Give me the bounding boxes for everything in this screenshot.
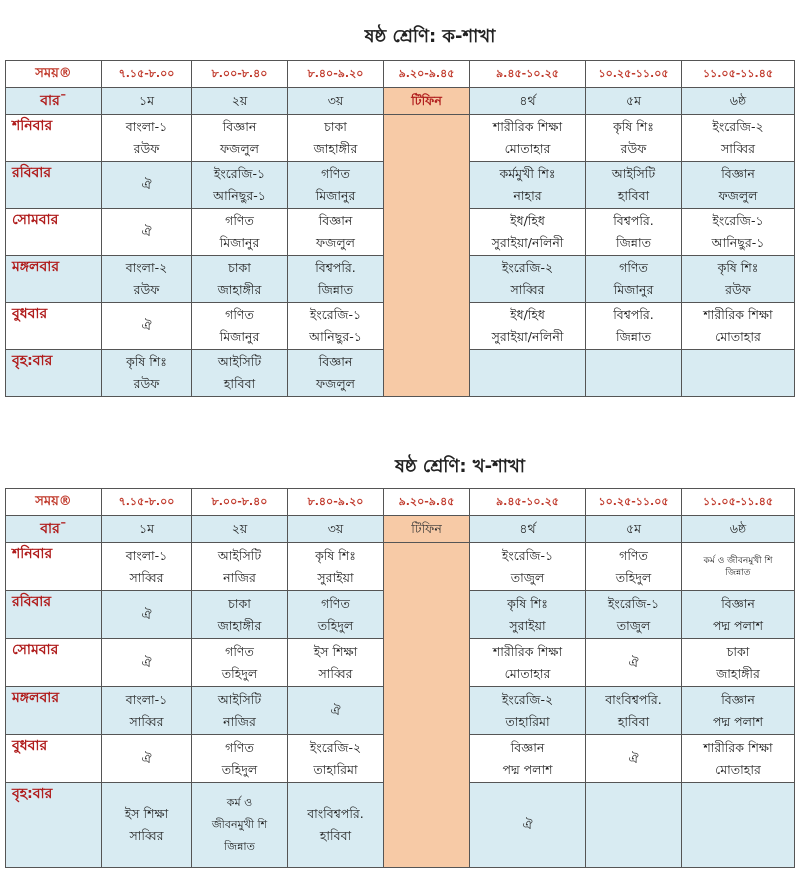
day-name: সোমবার — [6, 209, 102, 256]
class-cell — [682, 209, 795, 256]
time-slot: ৯.৪৫-১০.২৫ — [470, 489, 586, 516]
subject-text: শারীরিক শিক্ষা — [492, 643, 563, 659]
class-cell — [682, 162, 795, 209]
class-cell — [470, 209, 586, 256]
teacher-text: ফজলুল — [220, 141, 259, 156]
class-cell — [682, 543, 795, 591]
teacher-text: মোতাহার — [504, 665, 551, 681]
subject-text: চাকা — [228, 595, 251, 611]
teacher-text: রউফ — [620, 141, 647, 156]
teacher-text: তহিদুল — [221, 761, 258, 777]
teacher-text: মিজানুর — [613, 282, 654, 297]
day-name: সোমবার — [6, 639, 102, 687]
teacher-text: সাব্বির — [510, 282, 545, 297]
class-cell — [192, 639, 288, 687]
subject-text: কর্ম ও — [226, 796, 253, 809]
subject-text: কর্মমুখী শিঃ — [499, 166, 556, 181]
subject-text: ইধ/হিধ — [510, 307, 545, 322]
teacher-text: সুরাইয়া — [509, 617, 546, 633]
class-cell — [586, 687, 682, 735]
class-cell — [192, 256, 288, 303]
day-name: বৃহ:বার — [6, 783, 102, 868]
subject-text: বাংলা-১ — [125, 547, 168, 563]
class-cell — [288, 162, 384, 209]
class-cell — [288, 591, 384, 639]
time-slot: ১১.০৫-১১.৪৫ — [682, 489, 795, 516]
teacher-text: রউফ — [133, 282, 160, 297]
class-cell — [682, 591, 795, 639]
subject-text: ইংরেজি-২ — [501, 260, 554, 275]
teacher-text: আনিছুর-১ — [213, 188, 266, 203]
subject-text: ইংরেজি-১ — [213, 166, 266, 181]
time-slot: ৭.১৫-৮.০০ — [102, 489, 192, 516]
teacher-text: মিজানুর — [315, 188, 356, 203]
subject-text: ইংরেজি-১ — [712, 213, 764, 228]
routine-table-section-ka — [5, 60, 795, 397]
class-cell — [102, 735, 192, 783]
subject-text: বাংবিশ্বপরি. — [307, 806, 364, 821]
subject-text: কৃষি শিঃ — [507, 595, 548, 611]
subject-text: কৃষি শিঃ — [613, 119, 654, 134]
teacher-text: সাব্বির — [129, 828, 164, 843]
subject-text: বিশ্বপরি. — [613, 307, 654, 322]
subject-text: বিজ্ঞান — [721, 595, 755, 611]
class-cell — [192, 783, 288, 868]
class-cell — [102, 350, 192, 397]
time-corner-label: সময়® — [6, 489, 102, 516]
subject-text: গণিত — [225, 739, 254, 755]
subject-text: আইসিটি — [217, 354, 262, 369]
class-cell — [102, 115, 192, 162]
day-name: বুধবার — [6, 735, 102, 783]
class-cell — [682, 256, 795, 303]
time-slot: ১০.২৫-১১.০৫ — [586, 489, 682, 516]
period-label: ৪র্থ — [470, 88, 586, 115]
subject-text: শারীরিক শিক্ষা — [703, 307, 773, 322]
class-cell — [470, 735, 586, 783]
period-label: ৪র্থ — [470, 516, 586, 543]
teacher-text: জাহাঙ্গীর — [313, 141, 358, 156]
time-slot: ৮.০০-৮.৪০ — [192, 489, 288, 516]
period-label: ৬ষ্ঠ — [682, 516, 795, 543]
class-cell — [192, 115, 288, 162]
subject-text: বাংলা-১ — [125, 119, 168, 134]
period-label: ১ম — [102, 516, 192, 543]
teacher-text: নাজির — [223, 713, 256, 729]
teacher-text: তাহারিমা — [313, 761, 358, 777]
teacher-text: মিজানুর — [219, 235, 260, 250]
class-cell — [586, 783, 682, 868]
class-cell — [470, 115, 586, 162]
subject-text: ঐ — [141, 606, 152, 622]
class-cell — [682, 303, 795, 350]
tiffin-break-column — [384, 543, 470, 868]
subject-text: চাকা — [228, 260, 251, 275]
class-cell — [288, 303, 384, 350]
class-cell — [102, 303, 192, 350]
class-cell — [192, 303, 288, 350]
class-cell — [102, 256, 192, 303]
teacher-text: জিন্নাত — [725, 567, 751, 578]
day-row — [6, 115, 795, 162]
teacher-text: মোতাহার — [715, 329, 761, 344]
period-label: ৩য় — [288, 88, 384, 115]
teacher-text: হাবিবা — [223, 376, 256, 391]
class-cell — [102, 639, 192, 687]
class-cell — [102, 783, 192, 868]
teacher-text: নাহার — [513, 188, 542, 203]
subject-text: ইংরেজি-২ — [501, 691, 554, 707]
teacher-text: তাহারিমা — [505, 713, 550, 729]
teacher-text: পদ্ম পলাশ — [713, 713, 763, 729]
teacher-text: তহিদুল — [221, 665, 258, 681]
subject-text: চাকা — [726, 643, 750, 659]
teacher-text: হাবিবা — [319, 828, 352, 843]
class-cell — [288, 115, 384, 162]
class-cell — [470, 350, 586, 397]
teacher-text: তহিদুল — [615, 569, 652, 585]
teacher-text: তাজুল — [510, 569, 545, 585]
teacher-text: রউফ — [133, 376, 160, 391]
subject-text: ইংরেজি-২ — [712, 119, 764, 134]
class-cell — [470, 543, 586, 591]
subject-text: আইসিটি — [611, 166, 656, 181]
teacher-text: জীবনমুখী শি — [211, 818, 268, 831]
day-name: বুধবার — [6, 303, 102, 350]
subject-text: ইংরেজি-১ — [309, 307, 362, 322]
subject-text: বাংবিশ্বপরি. — [605, 691, 662, 707]
subject-text: বিজ্ঞান — [510, 739, 545, 755]
class-cell — [102, 543, 192, 591]
teacher-text: জিন্নাত — [616, 235, 651, 250]
subject-text: আইসিটি — [217, 691, 262, 707]
teacher-text: ফজলুল — [316, 235, 355, 250]
teacher-text: জিন্নাত — [224, 840, 255, 853]
class-cell — [288, 209, 384, 256]
day-name: রবিবার — [6, 591, 102, 639]
teacher-text: রউফ — [133, 141, 160, 156]
time-header-row — [6, 489, 795, 516]
teacher-text: সুরাইয়া/নলিনী — [491, 329, 564, 344]
teacher-text: আনিছুর-১ — [309, 329, 362, 344]
day-column-label: বার¯ — [6, 516, 102, 543]
teacher-text: মোতাহার — [715, 761, 761, 777]
subject-text: গণিত — [225, 213, 254, 228]
subject-text: ঐ — [522, 817, 533, 832]
period-label: ৫ম — [586, 88, 682, 115]
subject-text: কৃষি শিঃ — [717, 260, 759, 275]
class-cell — [470, 687, 586, 735]
period-label: ৩য় — [288, 516, 384, 543]
period-label: ২য় — [192, 88, 288, 115]
subject-text: ইস শিক্ষা — [124, 806, 169, 821]
subject-text: বাংলা-২ — [125, 260, 168, 275]
teacher-text: মিজানুর — [219, 329, 260, 344]
subject-text: ইস শিক্ষা — [313, 643, 358, 659]
subject-text: ইংরেজি-১ — [501, 547, 554, 563]
class-cell — [682, 115, 795, 162]
subject-text: গণিত — [321, 595, 350, 611]
class-cell — [586, 735, 682, 783]
teacher-text: জাহাঙ্গীর — [217, 617, 262, 633]
time-slot: ৮.৪০-৯.২০ — [288, 61, 384, 88]
class-cell — [586, 115, 682, 162]
teacher-text: হাবিবা — [617, 188, 650, 203]
class-cell — [586, 303, 682, 350]
class-cell — [586, 591, 682, 639]
day-name: মঙ্গলবার — [6, 687, 102, 735]
subject-text: ঐ — [628, 654, 639, 670]
teacher-text: রউফ — [725, 282, 751, 297]
day-name: মঙ্গলবার — [6, 256, 102, 303]
subject-text: ইংরেজি-১ — [607, 595, 660, 611]
subject-text: ঐ — [141, 224, 152, 239]
routine-table-section-kha — [5, 488, 795, 868]
period-header-row — [6, 88, 795, 115]
tiffin-label: টিফিন — [384, 88, 470, 115]
class-cell — [470, 639, 586, 687]
time-slot: ৯.৪৫-১০.২৫ — [470, 61, 586, 88]
class-cell — [470, 162, 586, 209]
teacher-text: পদ্ম পলাশ — [713, 617, 763, 633]
time-slot: ৯.২০-৯.৪৫ — [384, 61, 470, 88]
routine-title-section-kha: ষষ্ঠ শ্রেণি: খ-শাখা — [394, 456, 525, 477]
period-label: ৬ষ্ঠ — [682, 88, 795, 115]
subject-text: চাকা — [324, 119, 347, 134]
time-slot: ৯.২০-৯.৪৫ — [384, 489, 470, 516]
day-name: শনিবার — [6, 115, 102, 162]
subject-text: আইসিটি — [217, 547, 262, 563]
class-cell — [682, 687, 795, 735]
time-slot: ১১.০৫-১১.৪৫ — [682, 61, 795, 88]
teacher-text: পদ্ম পলাশ — [502, 761, 553, 777]
class-cell — [586, 209, 682, 256]
class-cell — [288, 639, 384, 687]
period-label: ২য় — [192, 516, 288, 543]
teacher-text: সাব্বির — [318, 665, 353, 681]
class-cell — [192, 687, 288, 735]
class-cell — [586, 350, 682, 397]
time-slot: ৭.১৫-৮.০০ — [102, 61, 192, 88]
subject-text: গণিত — [225, 643, 254, 659]
class-cell — [288, 687, 384, 735]
teacher-text: তাজুল — [616, 617, 651, 633]
subject-text: বিজ্ঞান — [721, 166, 755, 181]
time-slot: ১০.২৫-১১.০৫ — [586, 61, 682, 88]
day-name: রবিবার — [6, 162, 102, 209]
subject-text: কৃষি শিঃ — [315, 547, 356, 563]
class-cell — [192, 350, 288, 397]
subject-text: ঐ — [141, 750, 152, 766]
day-column-label: বার¯ — [6, 88, 102, 115]
class-cell — [586, 543, 682, 591]
day-name: শনিবার — [6, 543, 102, 591]
teacher-text: নাজির — [223, 569, 256, 585]
subject-text: বাংলা-১ — [125, 691, 168, 707]
class-cell — [192, 162, 288, 209]
teacher-text: সুরাইয়া — [317, 569, 354, 585]
teacher-text: জিন্নাত — [616, 329, 651, 344]
class-cell — [102, 687, 192, 735]
subject-text: কর্ম ও জীবনমুখী শি — [703, 555, 773, 566]
period-label: ১ম — [102, 88, 192, 115]
routine-title-section-ka: ষষ্ঠ শ্রেণি: ক-শাখা — [364, 26, 496, 47]
subject-text: ঐ — [141, 318, 152, 333]
class-cell — [288, 543, 384, 591]
subject-text: বিজ্ঞান — [222, 119, 257, 134]
subject-text: গণিত — [619, 547, 648, 563]
class-cell — [470, 256, 586, 303]
teacher-text: ফজলুল — [316, 376, 355, 391]
class-cell — [102, 162, 192, 209]
subject-text: বিজ্ঞান — [318, 354, 353, 369]
subject-text: গণিত — [225, 307, 254, 322]
class-cell — [682, 783, 795, 868]
subject-text: ঐ — [628, 750, 639, 766]
subject-text: ঐ — [141, 654, 152, 670]
class-cell — [102, 591, 192, 639]
class-cell — [102, 209, 192, 256]
subject-text: বিজ্ঞান — [318, 213, 353, 228]
teacher-text: জাহাঙ্গীর — [716, 665, 760, 681]
class-cell — [586, 256, 682, 303]
class-cell — [192, 209, 288, 256]
teacher-text: হাবিবা — [617, 713, 650, 729]
subject-text: বিশ্বপরি. — [613, 213, 654, 228]
teacher-text: সাব্বির — [721, 141, 755, 156]
class-cell — [682, 735, 795, 783]
time-corner-label: সময়® — [6, 61, 102, 88]
subject-text: কৃষি শিঃ — [126, 354, 167, 369]
class-cell — [288, 256, 384, 303]
teacher-text: জিন্নাত — [318, 282, 353, 297]
class-cell — [470, 303, 586, 350]
tiffin-break-column — [384, 115, 470, 397]
subject-text: বিজ্ঞান — [721, 691, 755, 707]
class-cell — [682, 350, 795, 397]
day-name: বৃহ:বার — [6, 350, 102, 397]
teacher-text: ফজলুল — [718, 188, 758, 203]
time-header-row — [6, 61, 795, 88]
class-cell — [288, 350, 384, 397]
subject-text: ঐ — [141, 177, 152, 192]
tiffin-label: টিফিন — [384, 516, 470, 543]
teacher-text: মোতাহার — [504, 141, 551, 156]
teacher-text: সাব্বির — [129, 569, 164, 585]
subject-text: বিশ্বপরি. — [315, 260, 356, 275]
subject-text: গণিত — [619, 260, 648, 275]
subject-text: ঐ — [330, 702, 341, 718]
class-cell — [192, 543, 288, 591]
period-header-row — [6, 516, 795, 543]
class-cell — [682, 639, 795, 687]
period-label: ৫ম — [586, 516, 682, 543]
subject-text: গণিত — [321, 166, 350, 181]
teacher-text: জাহাঙ্গীর — [217, 282, 262, 297]
class-cell — [192, 591, 288, 639]
class-cell — [192, 735, 288, 783]
class-cell — [288, 783, 384, 868]
time-slot: ৮.৪০-৯.২০ — [288, 489, 384, 516]
teacher-text: আনিছুর-১ — [711, 235, 765, 250]
teacher-text: তহিদুল — [317, 617, 354, 633]
class-cell — [288, 735, 384, 783]
teacher-text: সুরাইয়া/নলিনী — [491, 235, 564, 250]
subject-text: ইধ/হিধ — [510, 213, 545, 228]
subject-text: শারীরিক শিক্ষা — [703, 739, 773, 755]
teacher-text: সাব্বির — [129, 713, 164, 729]
subject-text: শারীরিক শিক্ষা — [492, 119, 563, 134]
day-row — [6, 543, 795, 591]
class-cell — [586, 162, 682, 209]
subject-text: ইংরেজি-২ — [309, 739, 362, 755]
class-cell — [470, 783, 586, 868]
time-slot: ৮.০০-৮.৪০ — [192, 61, 288, 88]
class-cell — [470, 591, 586, 639]
class-cell — [586, 639, 682, 687]
